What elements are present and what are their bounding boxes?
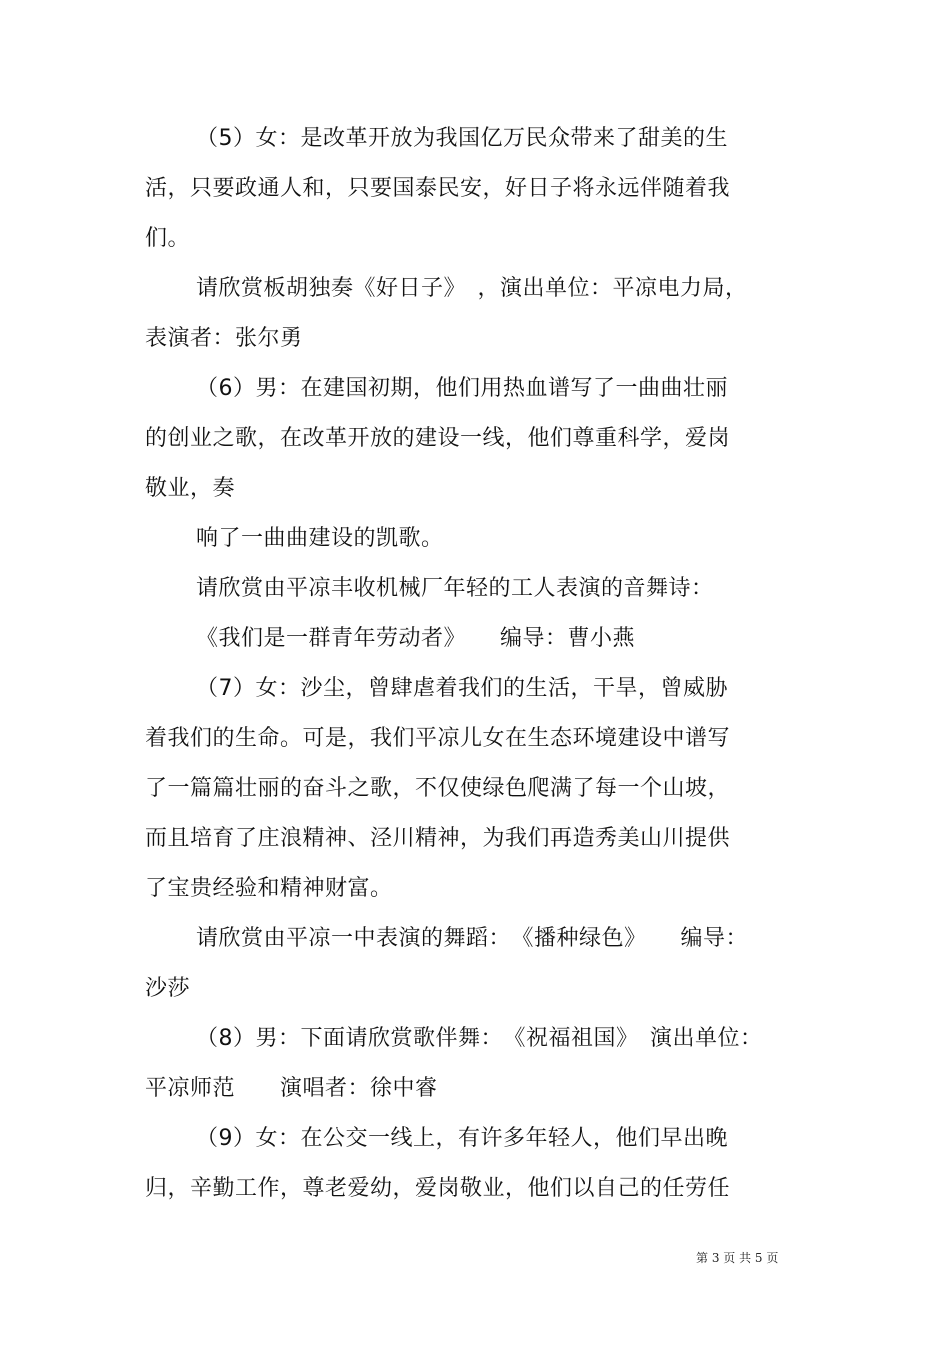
text-line-9: 响了一曲曲建设的凯歌。 (196, 526, 444, 551)
text-line-14: 了一篇篇壮丽的奋斗之歌，不仅使绿色爬满了每一个山坡， (145, 776, 731, 801)
text-line-21: （9）女：在公交一线上，有许多年轻人，他们早出晚 (196, 1126, 728, 1151)
text-line-13: 着我们的生命。可是，我们平凉儿女在生态环境建设中谱写 (145, 726, 731, 751)
text-line-11: 《我们是一群青年劳动者》 编导：曹小燕 (196, 626, 636, 651)
text-line-1: （5）女：是改革开放为我国亿万民众带来了甜美的生 (196, 126, 728, 151)
text-line-19: （8）男：下面请欣赏歌伴舞： 《祝福祖国》 演出单位： (196, 1026, 763, 1051)
page-number-footer: 第 3 页 共 5 页 (696, 1251, 779, 1265)
text-line-4: 请欣赏板胡独奏《好日子》 ，演出单位：平凉电力局， (196, 276, 748, 301)
text-line-22: 归，辛勤工作，尊老爱幼，爱岗敬业，他们以自己的任劳任 (145, 1176, 731, 1201)
text-line-7: 的创业之歌，在改革开放的建设一线，他们尊重科学，爱岗 (145, 426, 731, 451)
text-line-16: 了宝贵经验和精神财富。 (145, 876, 393, 901)
text-line-18: 沙莎 (145, 976, 191, 1001)
text-line-2: 活，只要政通人和，只要国泰民安，好日子将永远伴随着我 (145, 176, 731, 201)
text-line-10: 请欣赏由平凉丰收机械厂年轻的工人表演的音舞诗： (196, 576, 714, 601)
text-line-3: 们。 (145, 226, 191, 251)
text-line-17: 请欣赏由平凉一中表演的舞蹈： 《播种绿色》 编导： (196, 926, 749, 951)
text-line-5: 表演者：张尔勇 (145, 326, 303, 351)
text-line-12: （7）女：沙尘，曾肆虐着我们的生活，干旱，曾威胁 (196, 676, 728, 701)
text-line-8: 敬业，奏 (145, 476, 236, 501)
text-line-15: 而且培育了庄浪精神、泾川精神，为我们再造秀美山川提供 (145, 826, 731, 851)
text-line-6: （6）男：在建国初期，他们用热血谱写了一曲曲壮丽 (196, 376, 728, 401)
text-line-20: 平凉师范 演唱者：徐中睿 (145, 1076, 438, 1101)
